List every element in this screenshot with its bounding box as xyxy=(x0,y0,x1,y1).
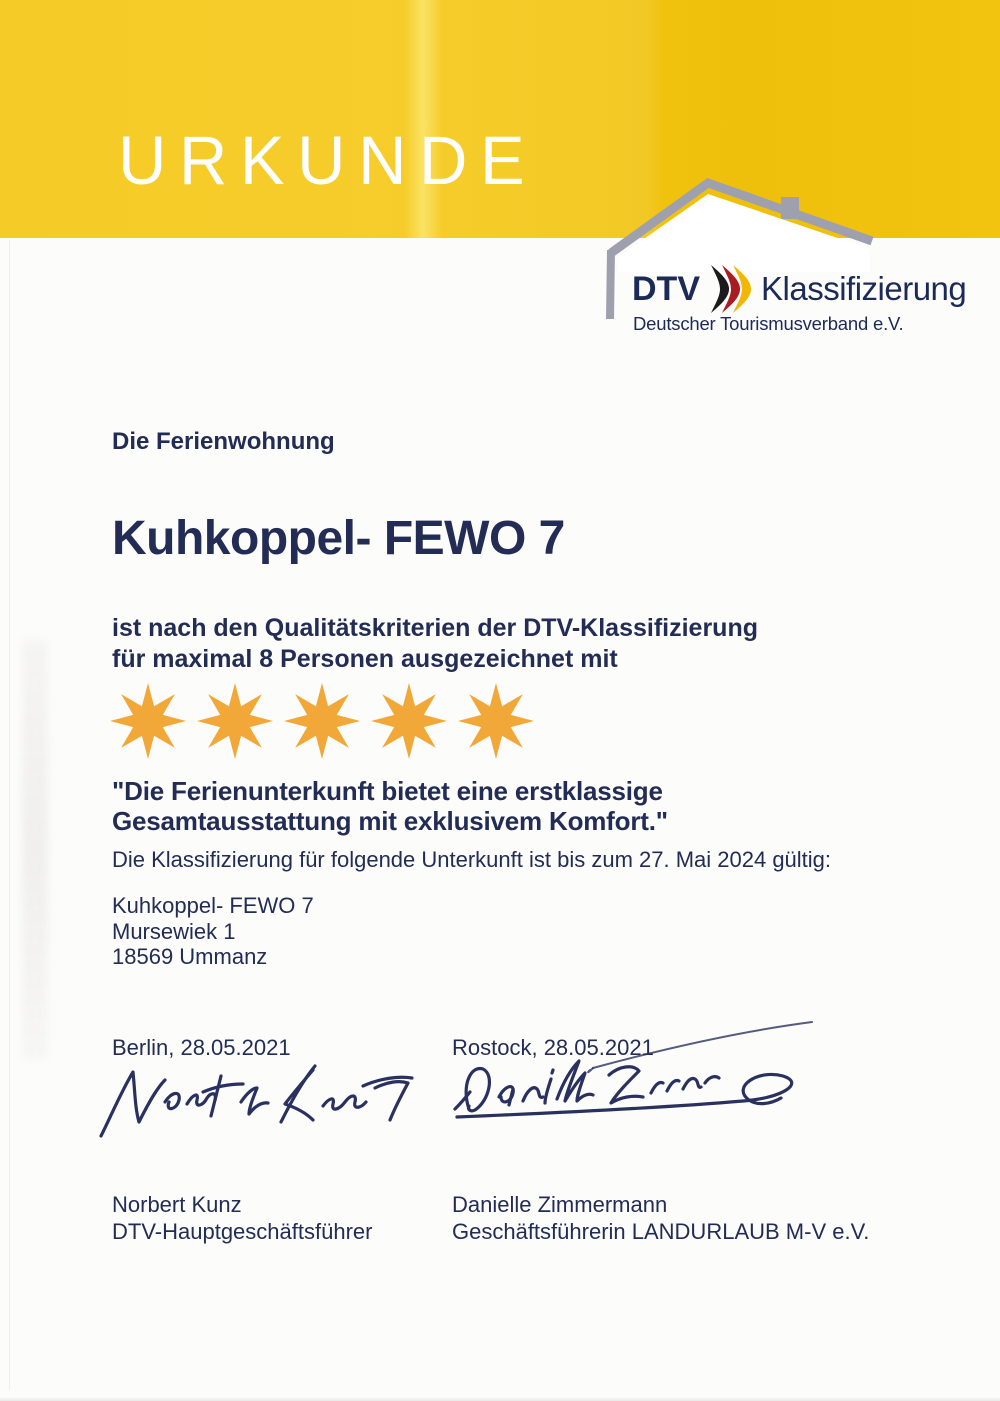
logo-wordmark xyxy=(632,266,966,312)
logo-chevrons-icon xyxy=(710,264,752,314)
property-address xyxy=(112,893,314,970)
logo-klassifizierung-text: Klassifizierung xyxy=(761,270,967,307)
award-line-2: für maximal 8 Personen ausgezeichnet mit xyxy=(112,645,618,673)
address-street: Mursewiek 1 xyxy=(112,918,236,944)
scan-edge-line xyxy=(9,240,10,1390)
star-icon xyxy=(110,683,186,759)
award-line-1: ist nach den Qualitätskriterien der DTV-Klassifizierung xyxy=(112,614,758,642)
logo-subtitle: Deutscher Tourismusverband e.V. xyxy=(633,313,904,334)
signature-left xyxy=(95,1058,415,1148)
validity-text: Die Klassifizierung für folgende Unterkunft ist bis zum 27. Mai 2024 gültig: xyxy=(112,847,832,872)
property-name: Kuhkoppel- FEWO 7 xyxy=(112,512,565,565)
signer-right xyxy=(452,1191,869,1245)
address-name: Kuhkoppel- FEWO 7 xyxy=(112,893,314,918)
stars-svg xyxy=(108,682,548,762)
star-icon xyxy=(371,683,447,759)
signer-left xyxy=(112,1191,372,1245)
star-rating xyxy=(108,682,548,762)
scan-bottom-shadow xyxy=(0,1397,1000,1401)
place-date-left: Berlin, 28.05.2021 xyxy=(112,1035,291,1060)
signature-right xyxy=(443,1013,815,1133)
signer-left-name: Norbert Kunz xyxy=(112,1192,242,1217)
address-city: 18569 Ummanz xyxy=(112,944,268,969)
star-icon xyxy=(197,683,273,759)
certificate-title: URKUNDE xyxy=(118,122,538,199)
star-icon xyxy=(284,683,360,759)
award-statement xyxy=(112,613,758,675)
place-date-right: Rostock, 28.05.2021 xyxy=(452,1035,654,1060)
star-icon xyxy=(458,683,534,759)
signer-left-title: DTV-Hauptgeschäftsführer xyxy=(112,1219,373,1244)
signer-right-title: Geschäftsführerin LANDURLAUB M-V e.V. xyxy=(452,1219,870,1244)
quote-line-1: "Die Ferienunterkunft bietet eine erstklassige xyxy=(112,776,663,806)
logo-dtv-text: DTV xyxy=(632,269,700,308)
scan-blotch xyxy=(22,640,48,1060)
intro-label: Die Ferienwohnung xyxy=(112,428,335,455)
quote-statement xyxy=(112,777,668,836)
signer-right-name: Danielle Zimmermann xyxy=(452,1192,668,1217)
quote-line-2: Gesamtausstattung mit exklusivem Komfort." xyxy=(112,805,668,836)
